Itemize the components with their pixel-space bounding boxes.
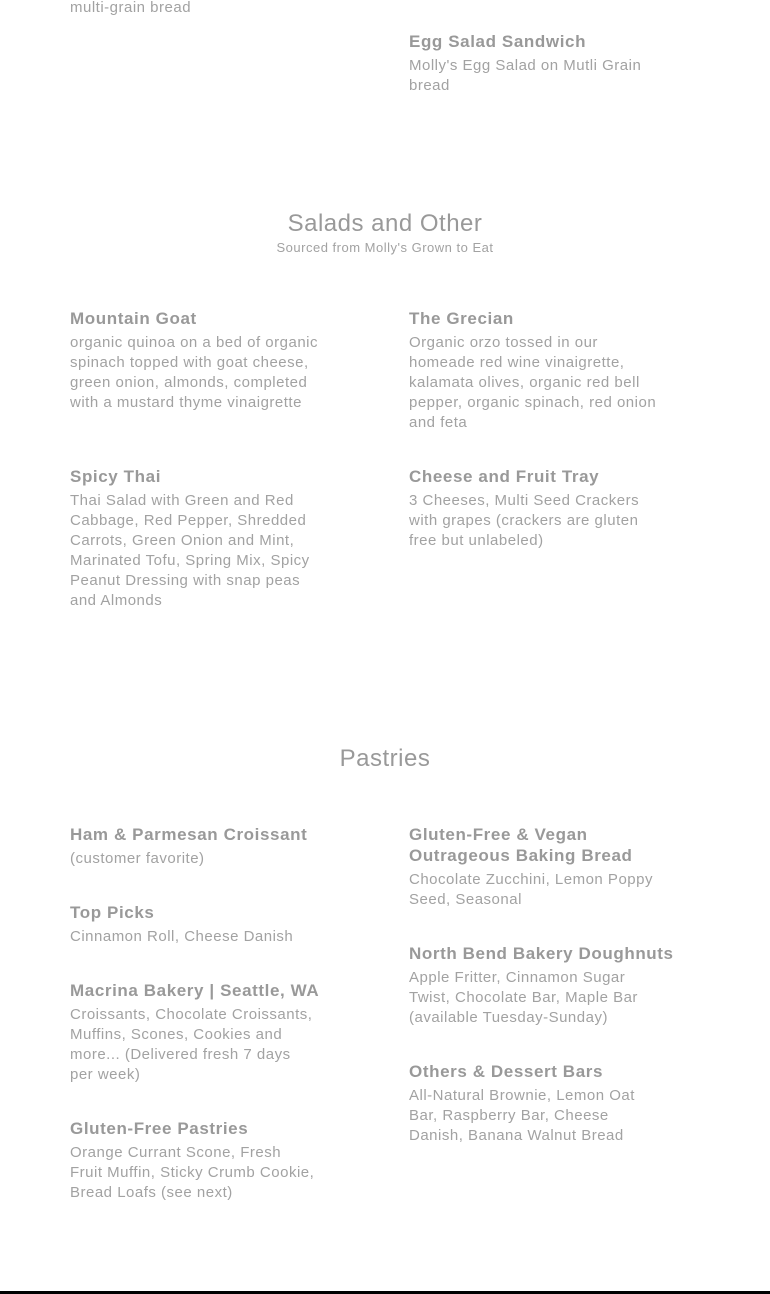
menu-item [409,943,684,1028]
menu-item [409,308,684,433]
section-title: Pastries [339,745,431,772]
menu-item-desc: (customer favorite) [70,850,205,867]
menu-item-title: Gluten-Free & Vegan Outrageous Baking Bread [409,825,633,865]
menu-item-desc: Apple Fritter, Cinnamon Sugar Twist, Chocolate Bar, Maple Bar (available Tuesday-Sunday) [409,969,638,1026]
menu-item-title: Mountain Goat [70,309,197,328]
menu-item [70,308,345,413]
menu-item-desc: Organic orzo tossed in our homeade red wine vinaigrette, kalamata olives, organic red bell pepper, organic spinach, red onion and feta [409,334,657,431]
menu-item-title: The Grecian [409,309,514,328]
menu-item [70,1118,345,1203]
section-header-salads [0,210,770,255]
menu-item-title: Spicy Thai [70,467,162,486]
menu-item [70,980,345,1085]
section-subtitle: Sourced from Molly's Grown to Eat [276,240,494,255]
menu-item [409,824,659,910]
menu-item [409,1061,684,1146]
menu-item-title: Cheese and Fruit Tray [409,467,600,486]
menu-item-desc: Cinnamon Roll, Cheese Danish [70,928,294,945]
menu-item [70,466,345,611]
menu-item-title: Top Picks [70,903,155,922]
menu-item-title: Ham & Parmesan Croissant [70,825,308,844]
menu-item [409,466,684,551]
section-header-pastries [0,745,770,773]
menu-item-desc: Thai Salad with Green and Red Cabbage, Red Pepper, Shredded Carrots, Green Onion and Mint, Marinated Tofu, Spring Mix, Spicy Peanut Dressing with snap peas and Almonds [70,492,310,609]
menu-item-desc: 3 Cheeses, Multi Seed Crackers with grapes (crackers are gluten free but unlabeled) [409,492,640,549]
menu-item-desc: All-Natural Brownie, Lemon Oat Bar, Raspberry Bar, Cheese Danish, Banana Walnut Bread [409,1087,635,1144]
menu-item-desc: multi-grain bread [70,0,192,16]
menu-item [409,31,684,96]
menu-item-title: Gluten-Free Pastries [70,1119,249,1138]
menu-item [70,902,345,947]
menu-item-title: North Bend Bakery Doughnuts [409,944,674,963]
menu-item-desc: Molly's Egg Salad on Mutli Grain bread [409,57,642,94]
section-title: Salads and Other [287,210,483,237]
menu-item-desc: Croissants, Chocolate Croissants, Muffins, Scones, Cookies and more... (Delivered fresh 7 days per week) [70,1006,313,1083]
menu-item-desc: organic quinoa on a bed of organic spinach topped with goat cheese, green onion, almonds, completed with a mustard thyme vinaigrette [70,334,319,411]
menu-item [70,824,345,869]
menu-item-title: Macrina Bakery | Seattle, WA [70,981,320,1000]
menu-item-title: Others & Dessert Bars [409,1062,604,1081]
menu-item-title: Egg Salad Sandwich [409,32,587,51]
menu-item-desc: Orange Currant Scone, Fresh Fruit Muffin, Sticky Crumb Cookie, Bread Loafs (see next) [70,1144,315,1201]
menu-item-desc: Chocolate Zucchini, Lemon Poppy Seed, Seasonal [409,871,653,908]
